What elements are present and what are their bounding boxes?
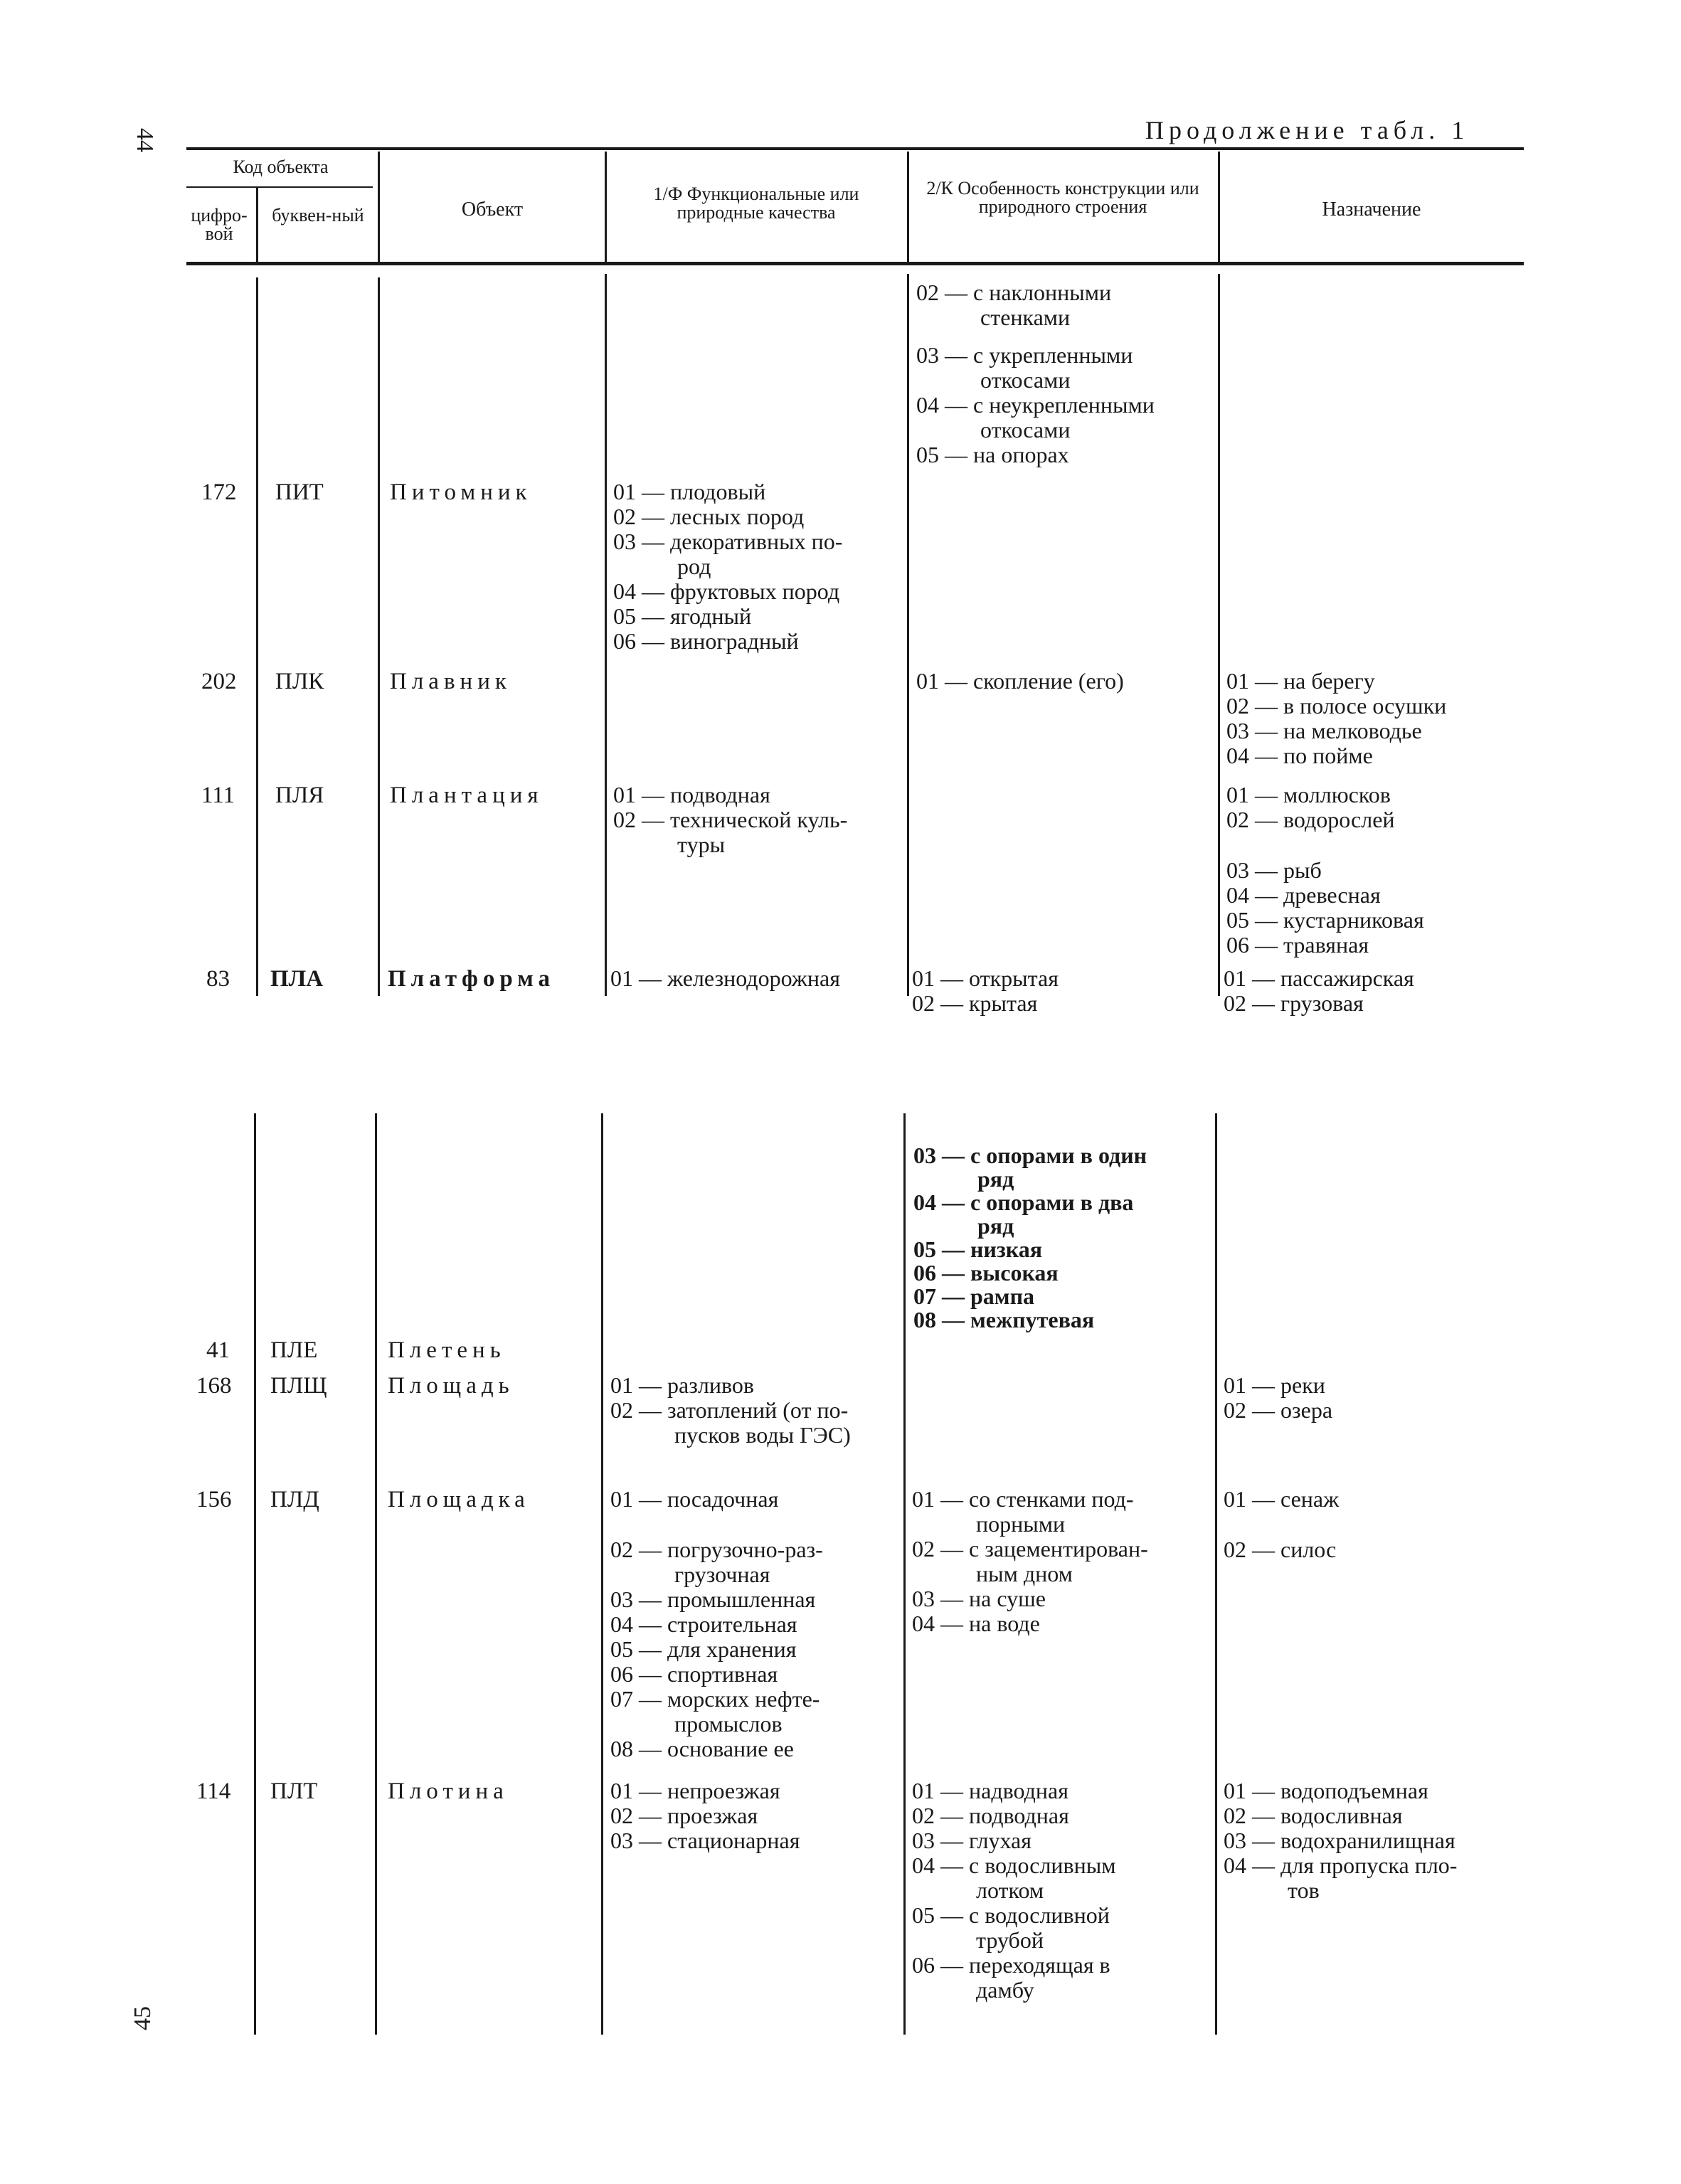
- row-digital-41: 41: [206, 1337, 230, 1363]
- header-divider-3: [605, 152, 607, 262]
- header-code-group: Код объекта: [233, 157, 329, 177]
- header-construction: 2/К Особенность конструкции или природного строения: [926, 178, 1199, 217]
- row-purpose-202: 01 — на берегу 02 — в полосе осушки 03 — на мелководье 04 — по пойме: [1226, 668, 1447, 768]
- row-object-plavnik: Плавник: [390, 669, 511, 694]
- row-construction-202: 01 — скопление (его): [916, 668, 1124, 694]
- header-divider-5: [1218, 152, 1220, 262]
- row-letter-pit: ПИТ: [275, 479, 324, 505]
- row-letter-pld: ПЛД: [270, 1487, 319, 1512]
- bottom-col-line-5: [1215, 1113, 1217, 2035]
- top-carry-construction: 02 — с наклонными стенками 03 — с укрепленными откосами 04 — с неукрепленными откосами 05 — на опорах: [916, 280, 1155, 467]
- bottom-col-line-3: [601, 1113, 603, 2035]
- header-divider-1: [256, 188, 258, 262]
- header-code-rule: [186, 186, 373, 188]
- row-functional-111: 01 — подводная 02 — технической куль- туры: [613, 782, 848, 857]
- row-construction-114: 01 — надводная 02 — подводная 03 — глухая 04 — с водосливным лотком 05 — с водосливной трубой 06 — переходящая в дамбу: [912, 1778, 1116, 2003]
- row-functional-172: 01 — плодовый 02 — лесных пород 03 — декоративных по- род 04 — фруктовых пород 05 — ягодный 06 — виноградный: [613, 479, 843, 654]
- row-object-pleten: Плетень: [388, 1337, 506, 1363]
- page-number-top: 44: [132, 128, 158, 152]
- row-purpose-156: 01 — сенаж 02 — силос: [1224, 1486, 1340, 1562]
- header-divider-4: [907, 152, 909, 262]
- top-col-line-4: [907, 274, 909, 996]
- row-construction-83: 01 — открытая 02 — крытая: [912, 965, 1059, 1016]
- bottom-col-line-4: [903, 1113, 906, 2035]
- row-digital-114: 114: [196, 1779, 231, 1804]
- header-top-rule: [186, 147, 1524, 150]
- page-number-bottom: 45: [129, 2006, 156, 2030]
- row-letter-pla: ПЛА: [270, 966, 324, 992]
- row-object-platforma: Платформа: [388, 966, 555, 992]
- row-purpose-83: 01 — пассажирская 02 — грузовая: [1224, 965, 1414, 1016]
- header-divider-2: [378, 152, 380, 262]
- top-col-line-1: [256, 277, 258, 996]
- row-letter-plt: ПЛТ: [270, 1779, 318, 1804]
- row-digital-202: 202: [201, 669, 237, 694]
- row-functional-83: 01 — железнодорожная: [610, 965, 840, 991]
- bottom-carry-construction: 03 — с опорами в один ряд 04 — с опорами в два ряд 05 — низкая 06 — высокая 07 — рампа 08 — межпутевая: [913, 1143, 1147, 1332]
- header-purpose: Назначение: [1322, 198, 1421, 221]
- row-object-plotina: Плотина: [388, 1779, 509, 1804]
- top-col-line-2: [378, 277, 380, 996]
- header-letter: буквен-ный: [272, 205, 364, 226]
- row-purpose-168: 01 — реки 02 — озера: [1224, 1372, 1333, 1423]
- row-digital-156: 156: [196, 1487, 232, 1512]
- continuation-label: Продолжение табл. 1: [1145, 116, 1470, 144]
- row-object-pitomnik: Питомник: [390, 479, 532, 505]
- row-digital-111: 111: [201, 783, 235, 808]
- top-col-line-3: [605, 274, 607, 996]
- bottom-col-line-1: [254, 1113, 256, 2035]
- bottom-col-line-2: [375, 1113, 377, 2035]
- row-letter-plsch: ПЛЩ: [270, 1373, 327, 1399]
- header-digital: цифро-вой: [191, 205, 248, 244]
- row-digital-172: 172: [201, 479, 237, 505]
- header-object: Объект: [461, 198, 524, 221]
- header-bottom-rule: [186, 262, 1524, 265]
- row-purpose-111: 01 — моллюсков 02 — водорослей 03 — рыб 04 — древесная 05 — кустарниковая 06 — травяная: [1226, 782, 1424, 958]
- row-functional-168: 01 — разливов 02 — затоплений (от по- пусков воды ГЭС): [610, 1372, 851, 1448]
- row-purpose-114: 01 — водоподъемная 02 — водосливная 03 — водохранилищная 04 — для пропуска пло- тов: [1224, 1778, 1458, 1903]
- row-object-ploshchad: Площадь: [388, 1373, 514, 1399]
- row-letter-plk: ПЛК: [275, 669, 324, 694]
- row-construction-156: 01 — со стенками под- порными 02 — с зацементирован- ным дном 03 — на суше 04 — на воде: [912, 1486, 1148, 1636]
- row-letter-plya: ПЛЯ: [275, 783, 324, 808]
- row-letter-ple: ПЛЕ: [270, 1337, 318, 1363]
- header-functional: 1/Ф Функциональные или природные качества: [653, 184, 859, 223]
- row-digital-83: 83: [206, 966, 230, 992]
- row-object-ploshchadka: Площадка: [388, 1487, 530, 1512]
- row-functional-156: 01 — посадочная 02 — погрузочно-раз- грузочная 03 — промышленная 04 — строительная 05 — для хранения 06 — спортивная 07 — морских нефте- промыслов 08 — основание ее: [610, 1486, 823, 1761]
- top-col-line-5: [1218, 274, 1220, 996]
- row-functional-114: 01 — непроезжая 02 — проезжая 03 — стационарная: [610, 1778, 800, 1853]
- row-digital-168: 168: [196, 1373, 232, 1399]
- row-object-plantatsiya: Плантация: [390, 783, 543, 808]
